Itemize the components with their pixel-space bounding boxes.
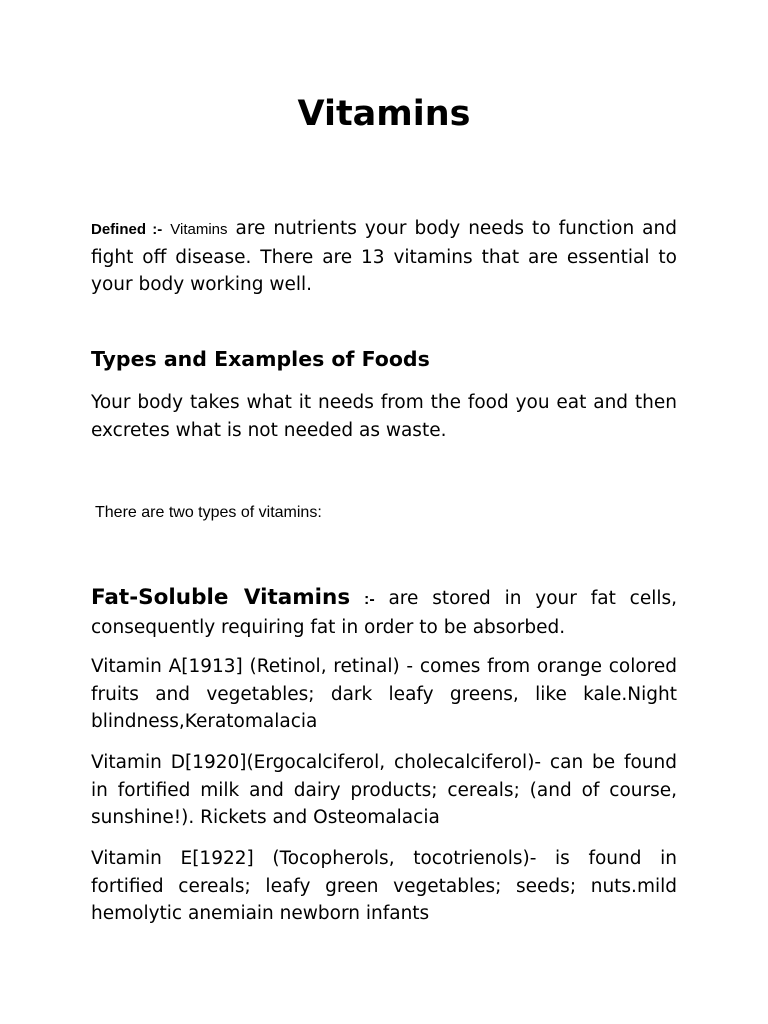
- vitamin-d-paragraph: Vitamin D[1920](Ergocalciferol, cholecalciferol)- can be found in fortified milk and dairy products; cereals; (and of course, sunshine!). Rickets and Osteomalacia: [91, 752, 677, 828]
- definition-paragraph: [91, 215, 677, 299]
- definition-label: Defined :-: [91, 221, 163, 238]
- fat-soluble-heading: Fat-Soluble Vitamins: [91, 585, 351, 610]
- section-intro: Your body takes what it needs from the food you eat and then excretes what is not needed as waste.: [91, 392, 677, 441]
- definition-text: are nutrients your body needs to function and fight off disease. There are 13 vitamins that are essential to your body working well.: [91, 218, 677, 295]
- page-title: Vitamins: [297, 94, 471, 134]
- fat-soluble-description: are stored in your fat cells, consequently requiring fat in order to be absorbed.: [91, 588, 678, 638]
- fat-soluble-separator: :-: [363, 591, 375, 608]
- definition-first-word: Vitamins: [170, 221, 228, 238]
- fat-soluble-paragraph: [91, 584, 677, 641]
- vitamin-a-paragraph: Vitamin A[1913] (Retinol, retinal) - comes from orange colored fruits and vegetables; dark leafy greens, like kale.Night blindness,Keratomalacia: [91, 656, 677, 732]
- types-line: There are two types of vitamins:: [95, 504, 322, 521]
- vitamin-e-paragraph: Vitamin E[1922] (Tocopherols, tocotrienols)- is found in fortified cereals; leafy green vegetables; seeds; nuts.mild hemolytic anemiain newborn infants: [91, 848, 677, 924]
- section-heading: Types and Examples of Foods: [91, 347, 430, 371]
